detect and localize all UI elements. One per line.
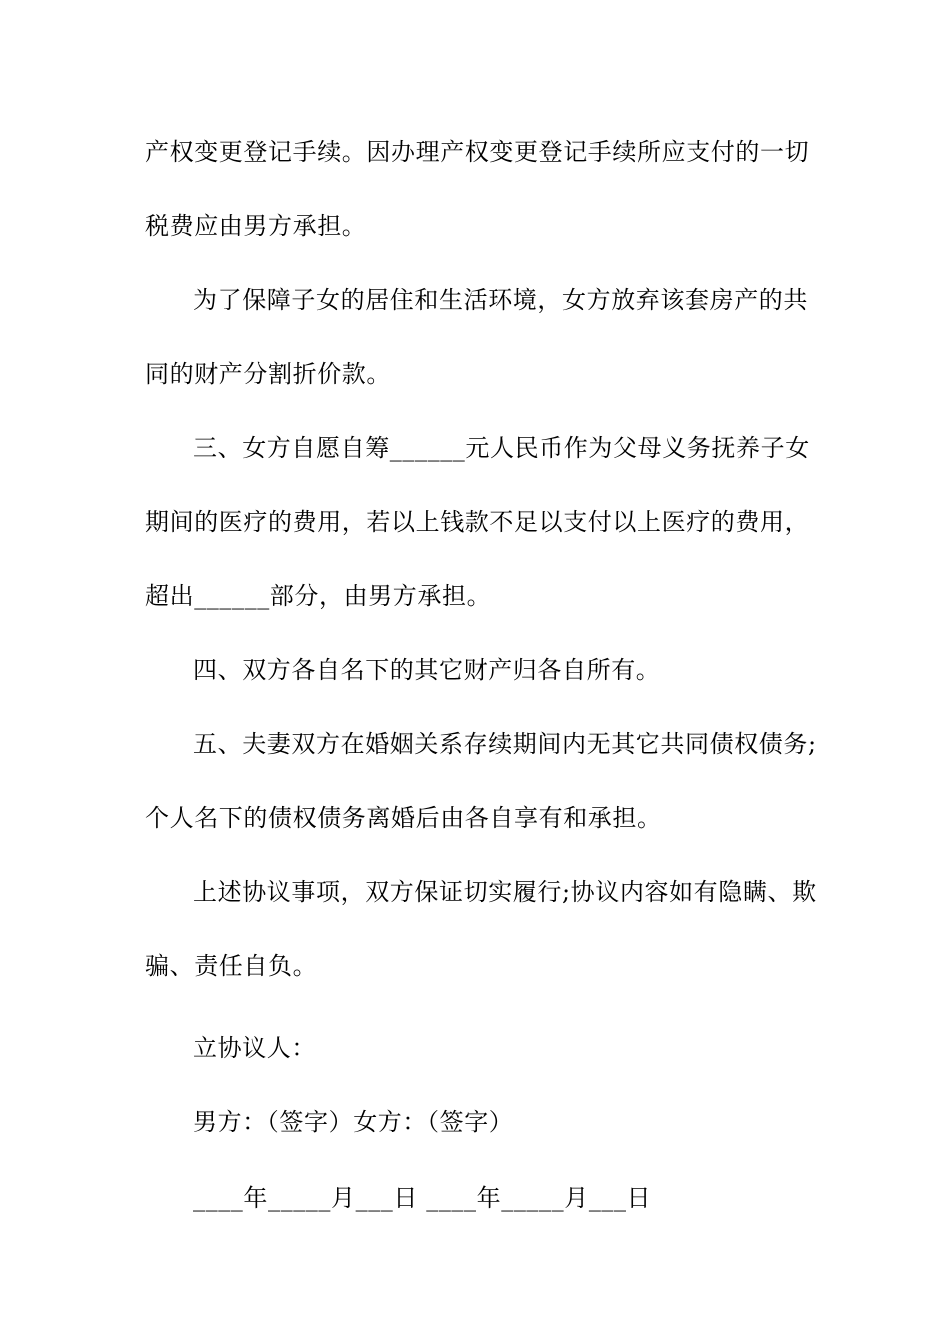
paragraph-line: 产权变更登记手续。因办理产权变更登记手续所应支付的一切 <box>145 138 810 166</box>
paragraph-line: 同的财产分割折价款。 <box>145 360 391 388</box>
signatories-label: 立协议人： <box>193 1034 316 1062</box>
paragraph-line: 超出______部分，由男方承担。 <box>145 582 492 610</box>
paragraph-line: 上述协议事项，双方保证切实履行;协议内容如有隐瞒、欺 <box>193 878 817 906</box>
signature-line: 男方：（签字）女方：（签字） <box>193 1108 514 1136</box>
paragraph-line: 为了保障子女的居住和生活环境，女方放弃该套房产的共 <box>193 286 808 314</box>
clause-four-line: 四、双方各自名下的其它财产归各自所有。 <box>193 656 661 684</box>
paragraph-line: 骗、责任自负。 <box>145 952 318 980</box>
paragraph-line: 税费应由男方承担。 <box>145 212 367 240</box>
paragraph-line: 期间的医疗的费用，若以上钱款不足以支付以上医疗的费用， <box>145 508 810 536</box>
date-line: ____年_____月___日 ____年_____月___日 <box>193 1184 652 1212</box>
paragraph-line: 个人名下的债权债务离婚后由各自享有和承担。 <box>145 804 662 832</box>
clause-three-line: 三、女方自愿自筹______元人民币作为父母义务抚养子女 <box>193 434 810 462</box>
clause-five-line: 五、夫妻双方在婚姻关系存续期间内无其它共同债权债务; <box>193 730 817 758</box>
